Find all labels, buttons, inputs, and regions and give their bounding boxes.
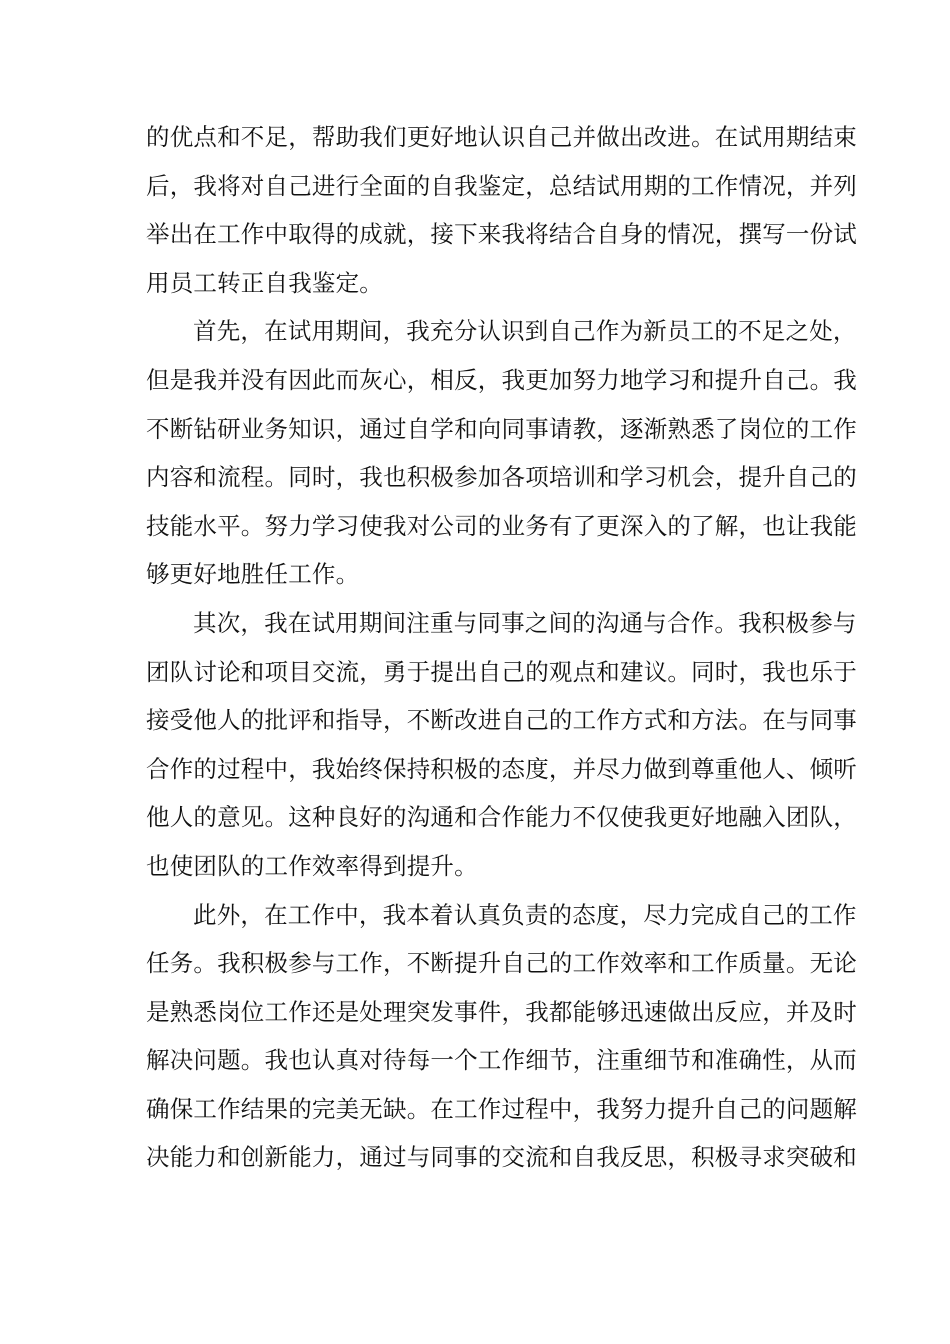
text-line: 接受他人的批评和指导，不断改进自己的工作方式和方法。在与同事 xyxy=(146,706,857,735)
text-line: 首先，在试用期间，我充分认识到自己作为新员工的不足之处， xyxy=(193,317,857,346)
text-line: 也使团队的工作效率得到提升。 xyxy=(146,851,478,880)
text-line: 其次，我在试用期间注重与同事之间的沟通与合作。我积极参与 xyxy=(193,608,857,637)
text-line: 决能力和创新能力，通过与同事的交流和自我反思，积极寻求突破和 xyxy=(146,1143,857,1172)
text-line: 任务。我积极参与工作，不断提升自己的工作效率和工作质量。无论 xyxy=(146,949,857,978)
text-line: 够更好地胜任工作。 xyxy=(146,560,360,589)
document-body xyxy=(146,113,857,1182)
text-line: 举出在工作中取得的成就，接下来我将结合自身的情况，撰写一份试 xyxy=(146,220,857,249)
text-line: 确保工作结果的完美无缺。在工作过程中，我努力提升自己的问题解 xyxy=(146,1094,857,1123)
text-line: 的优点和不足，帮助我们更好地认识自己并做出改进。在试用期结束 xyxy=(146,123,857,151)
text-line: 此外，在工作中，我本着认真负责的态度，尽力完成自己的工作 xyxy=(193,900,857,929)
text-line: 后，我将对自己进行全面的自我鉴定，总结试用期的工作情况，并列 xyxy=(146,171,857,200)
text-line: 是熟悉岗位工作还是处理突发事件，我都能够迅速做出反应，并及时 xyxy=(146,997,857,1026)
text-line: 解决问题。我也认真对待每一个工作细节，注重细节和准确性，从而 xyxy=(146,1046,857,1075)
text-line: 合作的过程中，我始终保持积极的态度，并尽力做到尊重他人、倾听 xyxy=(146,754,857,783)
text-line: 内容和流程。同时，我也积极参加各项培训和学习机会，提升自己的 xyxy=(146,463,857,492)
text-line: 他人的意见。这种良好的沟通和合作能力不仅使我更好地融入团队， xyxy=(146,803,857,832)
text-line: 技能水平。努力学习使我对公司的业务有了更深入的了解，也让我能 xyxy=(146,511,857,540)
text-line: 用员工转正自我鉴定。 xyxy=(146,268,383,297)
text-line: 但是我并没有因此而灰心，相反，我更加努力地学习和提升自己。我 xyxy=(146,365,857,394)
text-line: 团队讨论和项目交流，勇于提出自己的观点和建议。同时，我也乐于 xyxy=(146,657,857,686)
text-line: 不断钻研业务知识，通过自学和向同事请教，逐渐熟悉了岗位的工作 xyxy=(146,414,857,443)
